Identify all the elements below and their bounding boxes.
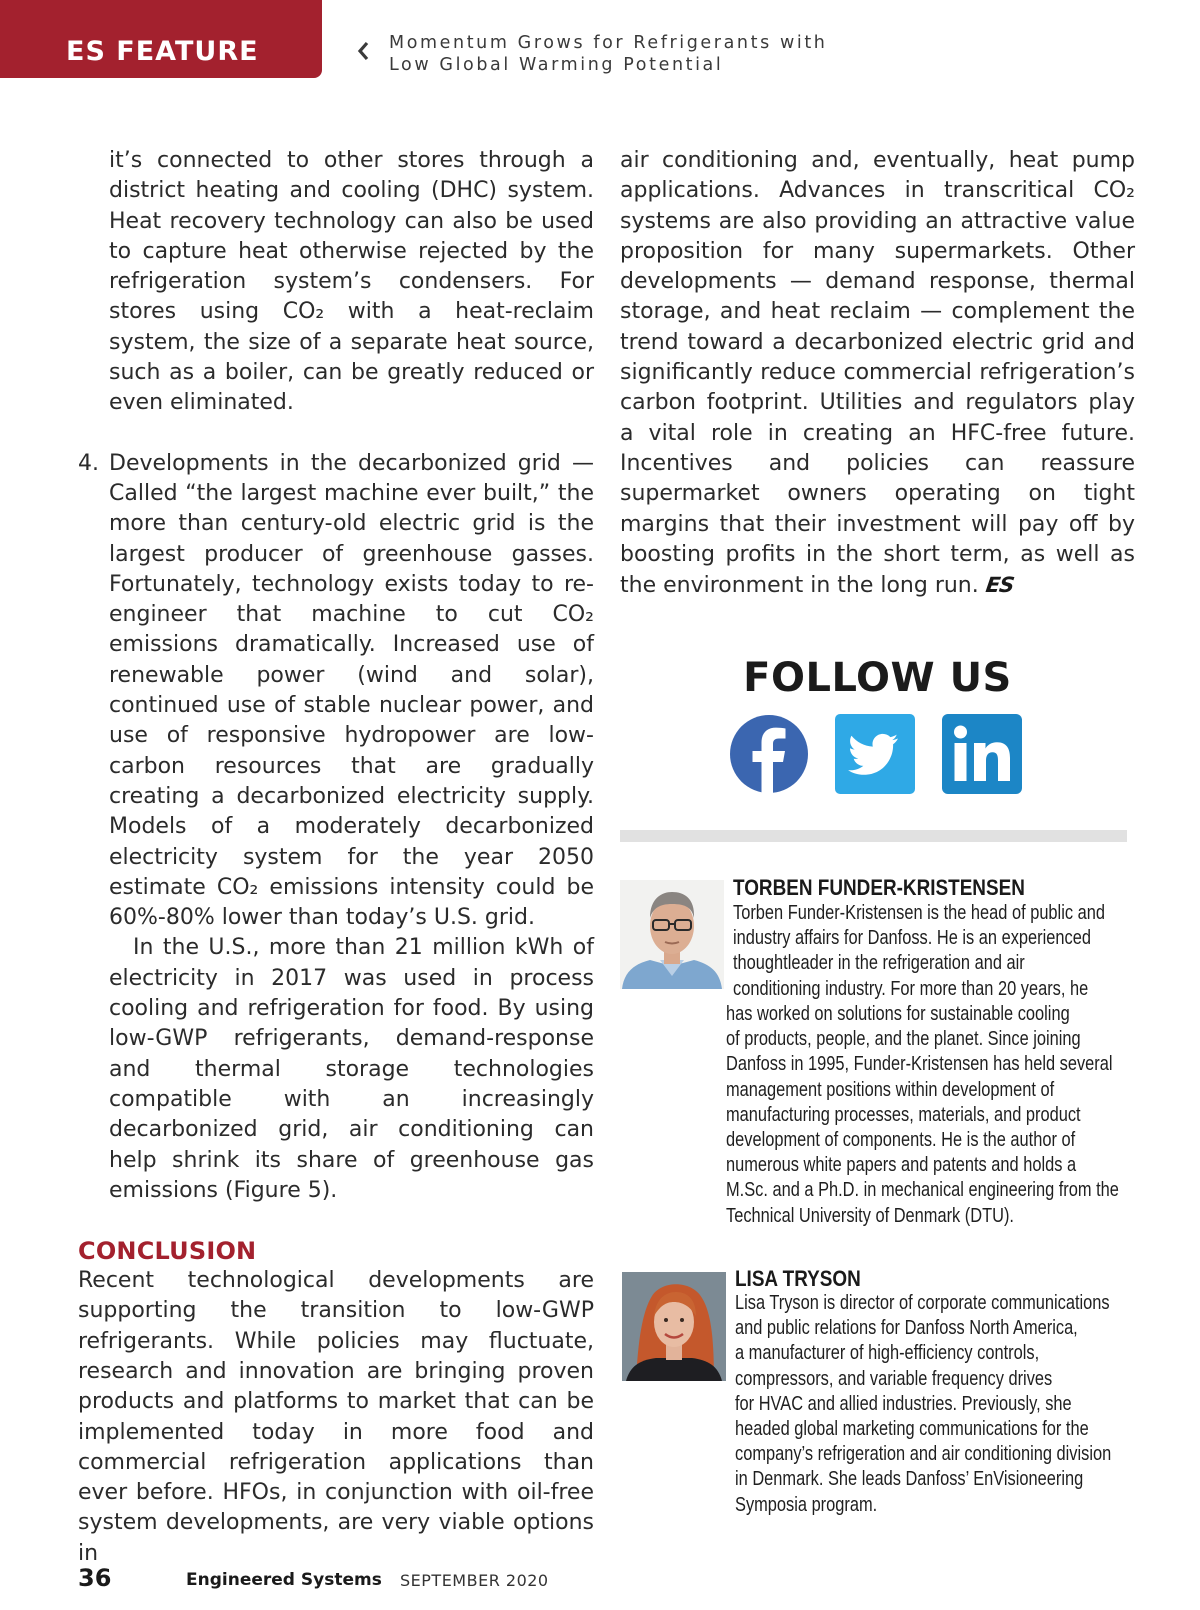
continued-text-body: air conditioning and, eventually, heat pump applications. Advances in transcritical CO₂ systems are also providing an attractive value proposition for many supermarkets. Other developments — demand response, thermal storage, and heat reclaim — complement the trend toward a decarbonized electric grid and significantly reduce commercial refrigeration’s carbon footprint. Utilities and regulators play a vital role in creating an HFC-free future. Incentives and policies can reassure supermarket owners operating on tight margins that their investment will pay off by boosting profits in the short term, as well as the environment in the long run. [620,148,1135,599]
end-mark: ES [984,573,1015,598]
bio-line: headed global marketing communications for the [735,1417,1089,1441]
bio-line: a manufacturer of high-efficiency controls, [735,1341,1040,1365]
bio-line: Danfoss in 1995, Funder-Kristensen has held several [726,1052,1113,1076]
conclusion-heading: CONCLUSION [78,1237,257,1266]
bio-line: Technical University of Denmark (DTU). [726,1203,1014,1227]
left-column [78,146,594,1569]
section-divider [620,830,1127,842]
author-photo-torben [620,880,724,989]
bio-line: company’s refrigeration and air conditioning division [735,1442,1112,1466]
bio-line: for HVAC and allied industries. Previously, she [735,1391,1072,1415]
bio-line: numerous white papers and patents and holds a [726,1153,1077,1177]
bio-line: M.Sc. and a Ph.D. in mechanical engineering from the [726,1178,1119,1202]
article-title-line1: Momentum Grows for Refrigerants with [389,33,828,53]
bio-line: Torben Funder-Kristensen is the head of public and [733,901,1105,924]
chevron-left-icon[interactable] [356,40,370,62]
bio-line: Lisa Tryson is director of corporate communications [735,1291,1110,1314]
continued-text [620,146,1135,601]
right-column [620,146,1135,601]
bio-line: development of components. He is the author of [726,1128,1076,1152]
bio-line: has worked on solutions for sustainable cooling [726,1002,1070,1025]
bio-name: LISA TRYSON [735,1266,861,1291]
bio-line: compressors, and variable frequency drives [735,1366,1053,1390]
list-number: 4. [78,450,99,476]
conclusion-text: Recent technological developments are supporting the transition to low-GWP refrigerants. While policies may fluctuate, research and innovation are bringing proven products and platforms to market that can be implemented today in more food and commercial refrigeration applications than ever before. HFOs, in conjunction with oil-free system developments, are very viable options in [78,1268,594,1566]
page-number: 36 [78,1564,112,1592]
follow-us-title: FOLLOW US [743,655,1012,701]
list-item-paragraph: In the U.S., more than 21 million kWh of electricity in 2017 was used in process cooling and refrigeration for food. By using low-GWP refrigerants, demand-response and thermal storage technologies compatible with an increasingly decarbonized grid, air conditioning can help shrink its share of greenhouse gas emissions (Figure 5). [109,935,594,1203]
bio-name: TORBEN FUNDER-KRISTENSEN [733,875,1025,900]
section-tag [0,0,322,78]
list-item-text: Developments in the decarbonized grid — Called “the largest machine ever built,” the more than century-old electric grid is the largest producer of greenhouse gasses. Fortunately, technology exists today to re-engineer that machine to cut CO₂ emissions dramatically. Increased use of renewable power (wind and solar), continued use of stable nuclear power, and use of responsive hydropower are low-carbon resources that are gradually creating a decarbonized electricity supply. Models of a moderately decarbonized electricity system for the year 2050 estimate CO₂ emissions intensity could be 60%-80% lower than today’s U.S. grid. [109,450,594,931]
bio-line: conditioning industry. For more than 20 years, he [733,976,1089,1000]
magazine-name: Engineered Systems [186,1570,382,1590]
article-title[interactable] [389,32,827,76]
linkedin-icon[interactable] [942,714,1022,794]
article-title-line2: Low Global Warming Potential [389,55,724,75]
bio-text-lisa [735,1290,1111,1517]
twitter-icon[interactable] [835,714,915,794]
bio-line: manufacturing processes, materials, and product [726,1102,1081,1126]
bio-text-torben-bottom [726,1001,1119,1228]
bio-text-torben-top [733,900,1105,1001]
section-tag-label: ES FEATURE [66,36,259,67]
issue-date: SEPTEMBER 2020 [400,1571,549,1590]
bio-line: of products, people, and the planet. Since joining [726,1027,1081,1051]
author-photo-lisa [622,1272,726,1381]
facebook-icon[interactable] [729,714,809,794]
bio-line: management positions within development of [726,1077,1055,1101]
bio-line: and public relations for Danfoss North America, [735,1316,1078,1340]
list-item-4 [78,449,594,1206]
bio-line: thoughtleader in the refrigeration and air [733,951,1025,975]
bio-line: industry affairs for Danfoss. He is an experienced [733,926,1091,950]
bio-line: in Denmark. She leads Danfoss’ EnVisioneering [735,1467,1084,1491]
bio-line: Symposia program. [735,1492,878,1516]
continued-paragraph: it’s connected to other stores through a district heating and cooling (DHC) system. Heat recovery technology can also be used to capture heat otherwise rejected by the refrigeration system’s condensers. For stores using CO₂ with a heat-reclaim system, the size of a separate heat source, such as a boiler, can be greatly reduced or even eliminated. [109,148,594,416]
